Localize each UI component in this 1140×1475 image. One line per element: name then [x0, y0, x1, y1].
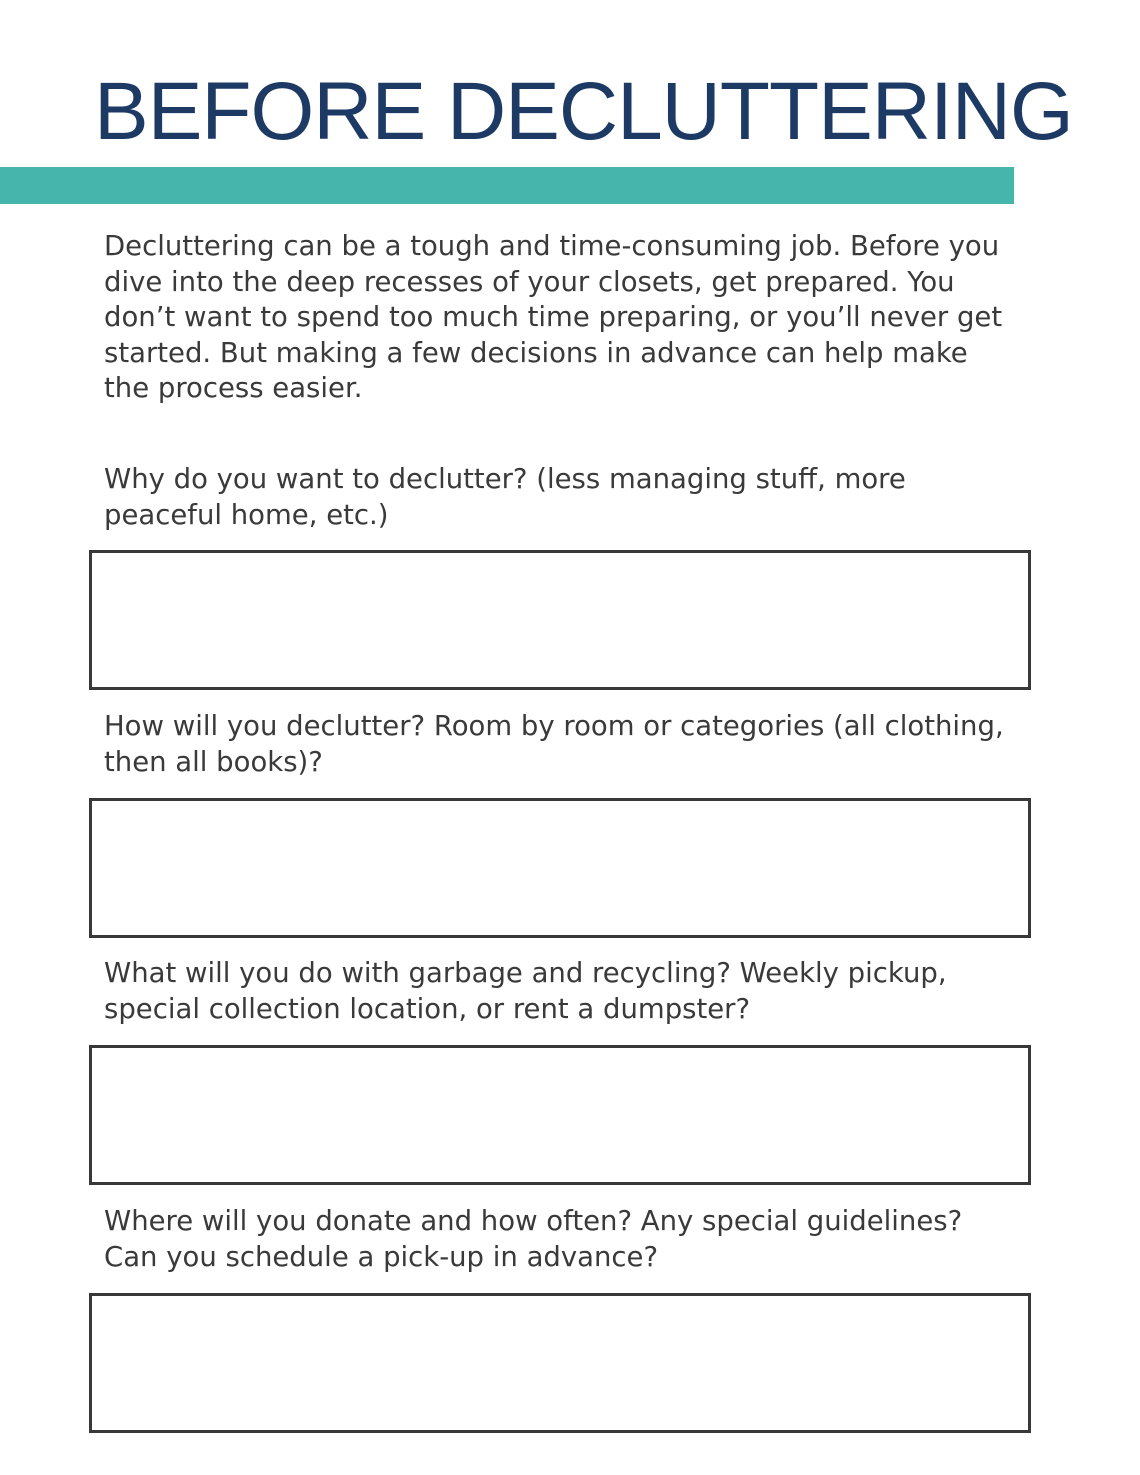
question-how-declutter: How will you declutter? Room by room or categories (all clothing, then all books)?	[104, 710, 1004, 778]
answer-box-garbage-recycling[interactable]	[89, 1045, 1031, 1185]
question-donate: Where will you donate and how often? Any special guidelines? Can you schedule a pick-up in advance?	[104, 1205, 963, 1273]
answer-box-how-declutter[interactable]	[89, 798, 1031, 938]
intro-paragraph: Decluttering can be a tough and time-consuming job. Before you dive into the deep recesses of your closets, get prepared. You don’t want to spend too much time preparing, or you’ll never get started. But making a few decisions in advance can help make the process easier.	[104, 230, 1003, 404]
accent-bar	[0, 167, 1014, 204]
question-garbage-recycling: What will you do with garbage and recycling? Weekly pickup, special collection location, or rent a dumpster?	[104, 957, 947, 1025]
answer-box-why-declutter[interactable]	[89, 550, 1031, 690]
answer-box-donate[interactable]	[89, 1293, 1031, 1433]
question-why-declutter: Why do you want to declutter? (less managing stuff, more peaceful home, etc.)	[104, 463, 906, 531]
page-title: BEFORE DECLUTTERING	[94, 66, 1073, 157]
